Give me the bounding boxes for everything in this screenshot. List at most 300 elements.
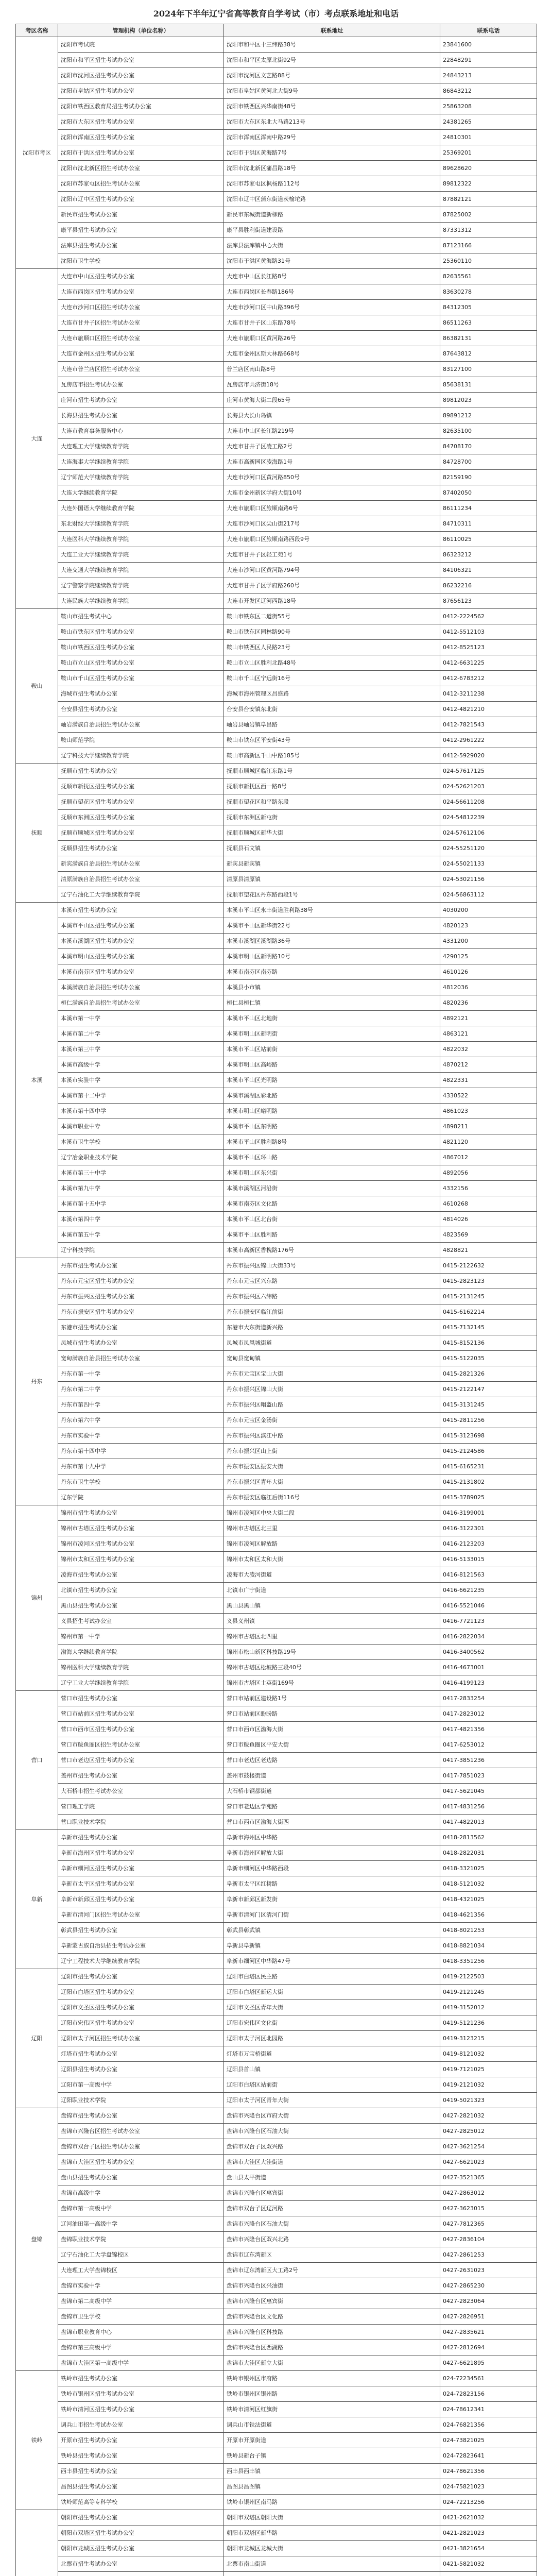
agency-name-cell: 辽阳市文圣区招生考试办公室 xyxy=(58,2000,224,2015)
address-cell: 辽阳市白塔区新运大街 xyxy=(224,1985,440,2000)
phone-cell: 0421-2821023 xyxy=(440,2526,537,2541)
address-cell: 沈阳市铁西区兴华南街48号 xyxy=(224,99,440,114)
address-cell: 锦州市太和区太和大街 xyxy=(224,1552,440,1567)
table-row xyxy=(16,1845,537,1861)
agency-name-cell: 大连外国语大学继续教育学院 xyxy=(58,501,224,516)
phone-cell: 4822331 xyxy=(440,1073,537,1088)
address-cell: 岫岩县岫岩镇阜昌路 xyxy=(224,717,440,733)
table-row xyxy=(16,1830,537,1845)
address-cell: 法库县法库镇中心大街 xyxy=(224,238,440,253)
address-cell: 盘锦市双台子区双兴路 xyxy=(224,2139,440,2155)
phone-cell: 0427-3521365 xyxy=(440,2170,537,2185)
address-cell: 辽阳市太子河区青年大街 xyxy=(224,2093,440,2108)
address-cell: 宽甸县宽甸镇 xyxy=(224,1351,440,1366)
phone-cell: 0412-8525123 xyxy=(440,640,537,655)
address-cell: 开原市开原街道 xyxy=(224,2433,440,2448)
table-row xyxy=(16,1026,537,1042)
phone-cell: 0412-6631225 xyxy=(440,655,537,671)
table-row xyxy=(16,1675,537,1691)
phone-cell: 0417-4831256 xyxy=(440,1799,537,1815)
table-row xyxy=(16,1521,537,1536)
phone-cell: 0418-4621356 xyxy=(440,1907,537,1923)
agency-name-cell: 朝阳市龙城区招生考试办公室 xyxy=(58,2541,224,2556)
agency-name-cell: 渤海大学继续教育学院 xyxy=(58,1645,224,1660)
phone-cell: 0415-6165231 xyxy=(440,1459,537,1475)
phone-cell: 86111234 xyxy=(440,501,537,516)
phone-cell: 0412-2224562 xyxy=(440,609,537,624)
table-row xyxy=(16,1475,537,1490)
address-cell: 丹东市振兴区滨江中路 xyxy=(224,1428,440,1444)
agency-name-cell: 本溪市实验中学 xyxy=(58,1073,224,1088)
agency-name-cell: 丹东市卫生学校 xyxy=(58,1475,224,1490)
table-row xyxy=(16,2108,537,2124)
phone-cell: 0416-6621235 xyxy=(440,1583,537,1598)
agency-name-cell: 辽阳市第一高级中学 xyxy=(58,2077,224,2093)
phone-cell: 86382131 xyxy=(440,331,537,346)
agency-name-cell: 抚顺市东洲区招生考试办公室 xyxy=(58,810,224,825)
agency-name-cell: 营口市鲅鱼圈区招生考试办公室 xyxy=(58,1737,224,1753)
phone-cell: 4823569 xyxy=(440,1227,537,1243)
agency-name-cell: 朝阳市招生考试办公室 xyxy=(58,2510,224,2526)
address-cell: 盘锦市兴隆台区西湖路 xyxy=(224,2340,440,2355)
table-row xyxy=(16,764,537,779)
table-row xyxy=(16,1567,537,1583)
table-row xyxy=(16,2124,537,2139)
phone-cell: 024-57612106 xyxy=(440,825,537,841)
address-cell: 本溪市平山区新华街22号 xyxy=(224,918,440,934)
agency-name-cell: 辽宁科技学院 xyxy=(58,1243,224,1258)
agency-name-cell: 大连工业大学继续教育学院 xyxy=(58,547,224,563)
table-row xyxy=(16,454,537,470)
address-cell: 沈阳市大东区东北大马路213号 xyxy=(224,114,440,130)
table-row xyxy=(16,1490,537,1505)
address-cell: 丹东市元宝区兴东路 xyxy=(224,1274,440,1289)
agency-name-cell: 大连理工大学盘锦校区 xyxy=(58,2263,224,2278)
phone-cell: 0419-3123215 xyxy=(440,2031,537,2046)
address-cell: 盘锦市大洼区新立大街 xyxy=(224,2355,440,2371)
agency-name-cell: 辽宁师范大学继续教育学院 xyxy=(58,470,224,485)
phone-cell: 0415-2811256 xyxy=(440,1413,537,1428)
phone-cell: 0415-2823123 xyxy=(440,1274,537,1289)
table-row xyxy=(16,903,537,918)
phone-cell: 024-75821023 xyxy=(440,2479,537,2495)
agency-name-cell: 辽东学院 xyxy=(58,1490,224,1505)
agency-name-cell: 丹东市振兴区招生考试办公室 xyxy=(58,1289,224,1304)
phone-cell: 89812023 xyxy=(440,393,537,408)
table-row xyxy=(16,83,537,99)
address-cell: 大连市开发区辽河西路18号 xyxy=(224,594,440,609)
table-header-row xyxy=(16,24,537,37)
address-cell: 大连市西岗区长春路186号 xyxy=(224,284,440,300)
agency-name-cell: 沈阳市考试院 xyxy=(58,37,224,53)
phone-cell: 024-73821025 xyxy=(440,2433,537,2448)
phone-cell: 0418-5121032 xyxy=(440,1876,537,1892)
agency-name-cell: 清原满族自治县招生考试办公室 xyxy=(58,872,224,887)
agency-name-cell: 辽阳职业技术学院 xyxy=(58,2093,224,2108)
table-row xyxy=(16,377,537,393)
table-row xyxy=(16,2232,537,2247)
agency-name-cell: 辽阳市太子河区招生考试办公室 xyxy=(58,2031,224,2046)
address-cell: 大连市沙河口区黄河路794号 xyxy=(224,563,440,578)
phone-cell: 22848291 xyxy=(440,53,537,68)
table-row xyxy=(16,1196,537,1212)
table-row xyxy=(16,949,537,964)
address-cell: 盘锦市兴隆台区双兴北路 xyxy=(224,2232,440,2247)
phone-cell: 0427-2836104 xyxy=(440,2232,537,2247)
agency-name-cell: 辽宁冶金职业技术学院 xyxy=(58,1150,224,1165)
phone-cell: 0416-4673001 xyxy=(440,1660,537,1675)
phone-cell: 0416-2123203 xyxy=(440,1536,537,1552)
table-row xyxy=(16,2526,537,2541)
table-row xyxy=(16,2433,537,2448)
agency-name-cell: 沈阳市沈北新区招生考试办公室 xyxy=(58,161,224,176)
phone-cell: 4892056 xyxy=(440,1165,537,1181)
contact-table-wrapper xyxy=(15,24,537,2576)
agency-name-cell: 义县招生考试办公室 xyxy=(58,1614,224,1629)
phone-cell: 0427-2823064 xyxy=(440,2294,537,2309)
address-cell: 丹东市振安区临江前街 xyxy=(224,1304,440,1320)
address-cell: 本溪市高新区香槐路176号 xyxy=(224,1243,440,1258)
address-cell: 铁岭市银州区市府路 xyxy=(224,2371,440,2386)
phone-cell xyxy=(440,2572,537,2576)
address-cell: 阜新市清河门区清河门街 xyxy=(224,1907,440,1923)
table-row xyxy=(16,1042,537,1057)
table-row xyxy=(16,1923,537,1938)
address-cell: 铁岭市银州区银州路 xyxy=(224,2386,440,2402)
agency-name-cell: 辽阳市招生考试办公室 xyxy=(58,1969,224,1985)
phone-cell: 0418-2813562 xyxy=(440,1830,537,1845)
phone-cell: 0412-3211238 xyxy=(440,686,537,702)
table-row xyxy=(16,1799,537,1815)
agency-name-cell: 大连市甘井子区招生考试办公室 xyxy=(58,315,224,331)
agency-name-cell: 铁岭市银州区招生考试办公室 xyxy=(58,2386,224,2402)
address-cell: 大连市沙河口区中山路396号 xyxy=(224,300,440,315)
phone-cell: 87402050 xyxy=(440,485,537,501)
agency-name-cell: 抚顺县招生考试办公室 xyxy=(58,841,224,856)
address-cell: 盘锦市大洼区大洼街道 xyxy=(224,2155,440,2170)
region-cell: 抚顺 xyxy=(16,764,58,903)
phone-cell: 0416-3400562 xyxy=(440,1645,537,1660)
phone-cell: 0416-2822034 xyxy=(440,1629,537,1645)
agency-name-cell: 大连市沙河口区招生考试办公室 xyxy=(58,300,224,315)
address-cell: 本溪市溪湖区河沿街 xyxy=(224,1181,440,1196)
table-row xyxy=(16,686,537,702)
address-cell: 盘锦市兴隆台区惠宾街 xyxy=(224,2294,440,2309)
table-row xyxy=(16,1165,537,1181)
agency-name-cell: 丹东市招生考试办公室 xyxy=(58,1258,224,1274)
agency-name-cell: 新民市招生考试办公室 xyxy=(58,207,224,223)
address-cell: 本溪市明山区新明路10号 xyxy=(224,949,440,964)
address-cell: 康平县胜利街道建设路 xyxy=(224,223,440,238)
table-row xyxy=(16,1181,537,1196)
region-cell: 盘锦 xyxy=(16,2108,58,2371)
agency-name-cell: 丹东市第六中学 xyxy=(58,1413,224,1428)
table-row xyxy=(16,980,537,995)
phone-cell: 0416-5521046 xyxy=(440,1598,537,1614)
table-row xyxy=(16,1583,537,1598)
address-cell: 辽阳市宏伟区文化街 xyxy=(224,2015,440,2031)
phone-cell: 25369201 xyxy=(440,145,537,161)
agency-name-cell: 阜新市太平区招生考试办公室 xyxy=(58,1876,224,1892)
table-row xyxy=(16,748,537,764)
table-row xyxy=(16,655,537,671)
agency-name-cell: 锦州市古塔区招生考试办公室 xyxy=(58,1521,224,1536)
address-cell: 本溪市平山区光明路 xyxy=(224,1073,440,1088)
table-row xyxy=(16,1366,537,1382)
table-row xyxy=(16,825,537,841)
agency-name-cell: 盖州市招生考试办公室 xyxy=(58,1768,224,1784)
header-agency: 管理机构（单位名称） xyxy=(58,24,224,37)
address-cell: 大连市沙河口区黄河路850号 xyxy=(224,470,440,485)
agency-name-cell: 沈阳市浑南区招生考试办公室 xyxy=(58,130,224,145)
address-cell: 本溪市平山区东明路 xyxy=(224,1119,440,1134)
table-row xyxy=(16,856,537,872)
phone-cell: 0417-4821356 xyxy=(440,1722,537,1737)
table-row xyxy=(16,1614,537,1629)
table-row xyxy=(16,1011,537,1026)
table-row xyxy=(16,1722,537,1737)
agency-name-cell: 铁岭县招生考试办公室 xyxy=(58,2448,224,2464)
address-cell: 北票市南山街道 xyxy=(224,2556,440,2572)
agency-name-cell: 沈阳市沈河区招生考试办公室 xyxy=(58,68,224,83)
agency-name-cell: 辽阳县招生考试办公室 xyxy=(58,2062,224,2077)
address-cell: 抚顺县石文镇 xyxy=(224,841,440,856)
phone-cell: 87643812 xyxy=(440,346,537,362)
table-row xyxy=(16,2247,537,2263)
agency-name-cell: 鞍山市铁东区招生考试办公室 xyxy=(58,624,224,640)
agency-name-cell: 凤城市招生考试办公室 xyxy=(58,1335,224,1351)
address-cell: 调兵山市铁法街道 xyxy=(224,2417,440,2433)
region-cell: 阜新 xyxy=(16,1830,58,1969)
table-body xyxy=(16,37,537,2576)
agency-name-cell: 大连市西岗区招生考试办公室 xyxy=(58,284,224,300)
table-row xyxy=(16,2263,537,2278)
address-cell: 瓦房店市共济街18号 xyxy=(224,377,440,393)
agency-name-cell xyxy=(58,2572,224,2576)
agency-name-cell: 丹东市第一中学 xyxy=(58,1366,224,1382)
table-row xyxy=(16,547,537,563)
phone-cell: 83127100 xyxy=(440,362,537,377)
address-cell: 铁岭市清河区红旗街 xyxy=(224,2402,440,2417)
address-cell: 台安县台安镇东北街 xyxy=(224,702,440,717)
table-row xyxy=(16,2541,537,2556)
phone-cell: 0427-2821032 xyxy=(440,2108,537,2124)
table-row xyxy=(16,2510,537,2526)
table-row xyxy=(16,1505,537,1521)
address-cell: 盘锦市双台子区辽河路 xyxy=(224,2201,440,2216)
address-cell: 大连市金州区斯大林路668号 xyxy=(224,346,440,362)
agency-name-cell: 大连市旅顺口区招生考试办公室 xyxy=(58,331,224,346)
agency-name-cell: 盘锦市大洼区第一高级中学 xyxy=(58,2355,224,2371)
agency-name-cell: 营口理工学院 xyxy=(58,1799,224,1815)
table-row xyxy=(16,578,537,594)
agency-name-cell: 辽宁石油化工大学盘锦校区 xyxy=(58,2247,224,2263)
address-cell: 锦州市松山新区科技路19号 xyxy=(224,1645,440,1660)
phone-cell: 024-52621203 xyxy=(440,779,537,794)
phone-cell: 0427-2825012 xyxy=(440,2124,537,2139)
phone-cell: 0427-2826951 xyxy=(440,2309,537,2325)
address-cell: 本溪市明山区新明街 xyxy=(224,1026,440,1042)
address-cell: 大连市高新园区凌海路1号 xyxy=(224,454,440,470)
address-cell: 锦州市凌河区中央大街二段 xyxy=(224,1505,440,1521)
address-cell: 盘锦市兴隆台区文化路 xyxy=(224,2309,440,2325)
table-row xyxy=(16,2015,537,2031)
table-row xyxy=(16,2402,537,2417)
address-cell: 大连市旅顺口区黄河路26号 xyxy=(224,331,440,346)
address-cell: 鞍山市铁东区园林路90号 xyxy=(224,624,440,640)
phone-cell: 024-55021133 xyxy=(440,856,537,872)
table-row xyxy=(16,1212,537,1227)
address-cell: 沈阳市皇姑区黄河北大街9号 xyxy=(224,83,440,99)
phone-cell: 87882121 xyxy=(440,192,537,207)
phone-cell: 0412-2961222 xyxy=(440,733,537,748)
phone-cell: 0417-6253012 xyxy=(440,1737,537,1753)
table-row xyxy=(16,2170,537,2185)
region-cell: 沈阳市考区 xyxy=(16,37,58,269)
address-cell: 营口市老边区老边路 xyxy=(224,1753,440,1768)
agency-name-cell: 本溪市第四中学 xyxy=(58,1212,224,1227)
address-cell: 铁岭县新台子镇 xyxy=(224,2448,440,2464)
phone-cell: 82635561 xyxy=(440,269,537,284)
agency-name-cell: 大连理工大学继续教育学院 xyxy=(58,439,224,454)
phone-cell: 85638131 xyxy=(440,377,537,393)
address-cell: 本溪市明山区东兴街 xyxy=(224,1165,440,1181)
table-row xyxy=(16,501,537,516)
agency-name-cell: 沈阳市和平区招生考试办公室 xyxy=(58,53,224,68)
phone-cell: 0417-2823012 xyxy=(440,1706,537,1722)
address-cell: 朝阳市龙城区龙城大街 xyxy=(224,2541,440,2556)
phone-cell: 0415-8152136 xyxy=(440,1335,537,1351)
address-cell: 朝阳市双塔区朝阳大街 xyxy=(224,2510,440,2526)
agency-name-cell: 本溪市第二中学 xyxy=(58,1026,224,1042)
table-row xyxy=(16,702,537,717)
table-row xyxy=(16,2417,537,2433)
phone-cell: 0418-8021253 xyxy=(440,1923,537,1938)
address-cell: 本溪市平山区胜利路 xyxy=(224,1227,440,1243)
agency-name-cell: 凌海市招生考试办公室 xyxy=(58,1567,224,1583)
table-row xyxy=(16,1660,537,1675)
table-row xyxy=(16,1258,537,1274)
table-row xyxy=(16,2216,537,2232)
address-cell: 锦州市古塔区北三里 xyxy=(224,1521,440,1536)
table-row xyxy=(16,733,537,748)
phone-cell: 4820123 xyxy=(440,918,537,934)
agency-name-cell: 大石桥市招生考试办公室 xyxy=(58,1784,224,1799)
table-row xyxy=(16,1552,537,1567)
region-cell: 大连 xyxy=(16,269,58,609)
agency-name-cell: 大连市中山区招生考试办公室 xyxy=(58,269,224,284)
agency-name-cell: 大连海事大学继续教育学院 xyxy=(58,454,224,470)
table-row xyxy=(16,2278,537,2294)
address-cell: 普兰店区南山路8号 xyxy=(224,362,440,377)
agency-name-cell: 抚顺市望花区招生考试办公室 xyxy=(58,794,224,810)
table-row xyxy=(16,423,537,439)
table-row xyxy=(16,1645,537,1660)
address-cell: 盘锦市兴隆台区科技路 xyxy=(224,2325,440,2340)
table-row xyxy=(16,887,537,903)
table-row xyxy=(16,176,537,192)
address-cell: 大连市金州新区学府大街10号 xyxy=(224,485,440,501)
phone-cell: 0412-4821210 xyxy=(440,702,537,717)
agency-name-cell: 大连医科大学继续教育学院 xyxy=(58,532,224,547)
agency-name-cell: 沈阳市大东区招生考试办公室 xyxy=(58,114,224,130)
agency-name-cell: 开原市招生考试办公室 xyxy=(58,2433,224,2448)
phone-cell: 87123166 xyxy=(440,238,537,253)
agency-name-cell: 海城市招生考试办公室 xyxy=(58,686,224,702)
phone-cell: 0427-2835621 xyxy=(440,2325,537,2340)
agency-name-cell: 沈阳市铁西区教育局招生考试办公室 xyxy=(58,99,224,114)
agency-name-cell: 大连市普兰店区招生考试办公室 xyxy=(58,362,224,377)
phone-cell: 0419-7121025 xyxy=(440,2062,537,2077)
address-cell: 丹东市振安区振安大街 xyxy=(224,1459,440,1475)
table-row xyxy=(16,2155,537,2170)
agency-name-cell: 灯塔市招生考试办公室 xyxy=(58,2046,224,2062)
table-row xyxy=(16,609,537,624)
address-cell: 鞍山市立山区胜利北路48号 xyxy=(224,655,440,671)
phone-cell: 89891212 xyxy=(440,408,537,423)
agency-name-cell: 鞍山市立山区招生考试办公室 xyxy=(58,655,224,671)
agency-name-cell: 盘锦市第三高级中学 xyxy=(58,2340,224,2355)
address-cell: 本溪市平山区环山路 xyxy=(224,1150,440,1165)
table-row xyxy=(16,918,537,934)
phone-cell: 0419-2122503 xyxy=(440,1969,537,1985)
table-row xyxy=(16,2093,537,2108)
table-row xyxy=(16,2046,537,2062)
phone-cell: 024-54812239 xyxy=(440,810,537,825)
agency-name-cell: 铁岭市招生考试办公室 xyxy=(58,2371,224,2386)
table-row xyxy=(16,470,537,485)
address-cell: 丹东市振兴区锦山大街33号 xyxy=(224,1258,440,1274)
address-cell: 阜新市海州区中华路 xyxy=(224,1830,440,1845)
address-cell: 本溪县小市镇 xyxy=(224,980,440,995)
address-cell: 营口市鲅鱼圈区平安大街 xyxy=(224,1737,440,1753)
table-row xyxy=(16,2309,537,2325)
phone-cell: 4290125 xyxy=(440,949,537,964)
address-cell: 抚顺市新抚区西一路8号 xyxy=(224,779,440,794)
table-row xyxy=(16,2479,537,2495)
address-cell: 清原县清原镇 xyxy=(224,872,440,887)
phone-cell: 0418-2822031 xyxy=(440,1845,537,1861)
table-row xyxy=(16,563,537,578)
phone-cell: 0421-5821032 xyxy=(440,2556,537,2572)
agency-name-cell: 法库县招生考试办公室 xyxy=(58,238,224,253)
address-cell: 丹东市振兴区锦山大街 xyxy=(224,1382,440,1397)
agency-name-cell: 盘锦市双台子区招生考试办公室 xyxy=(58,2139,224,2155)
agency-name-cell: 丹东市第四中学 xyxy=(58,1397,224,1413)
phone-cell: 89812322 xyxy=(440,176,537,192)
agency-name-cell: 锦州市第一中学 xyxy=(58,1629,224,1645)
phone-cell: 0427-2861253 xyxy=(440,2247,537,2263)
agency-name-cell: 本溪市第五中学 xyxy=(58,1227,224,1243)
table-row xyxy=(16,1969,537,1985)
phone-cell: 0415-2821326 xyxy=(440,1366,537,1382)
phone-cell: 4814026 xyxy=(440,1212,537,1227)
phone-cell: 4822032 xyxy=(440,1042,537,1057)
phone-cell: 0427-2865230 xyxy=(440,2278,537,2294)
phone-cell: 84106321 xyxy=(440,563,537,578)
agency-name-cell: 东港市招生考试办公室 xyxy=(58,1320,224,1335)
agency-name-cell: 阜新市细河区招生考试办公室 xyxy=(58,1861,224,1876)
agency-name-cell: 抚顺市招生考试办公室 xyxy=(58,764,224,779)
table-row xyxy=(16,872,537,887)
phone-cell: 0421-2621032 xyxy=(440,2510,537,2526)
phone-cell: 25360110 xyxy=(440,253,537,269)
table-row xyxy=(16,53,537,68)
phone-cell: 4610126 xyxy=(440,964,537,980)
header-address: 联系地址 xyxy=(224,24,440,37)
table-row xyxy=(16,1088,537,1104)
agency-name-cell: 营口市招生考试办公室 xyxy=(58,1691,224,1706)
